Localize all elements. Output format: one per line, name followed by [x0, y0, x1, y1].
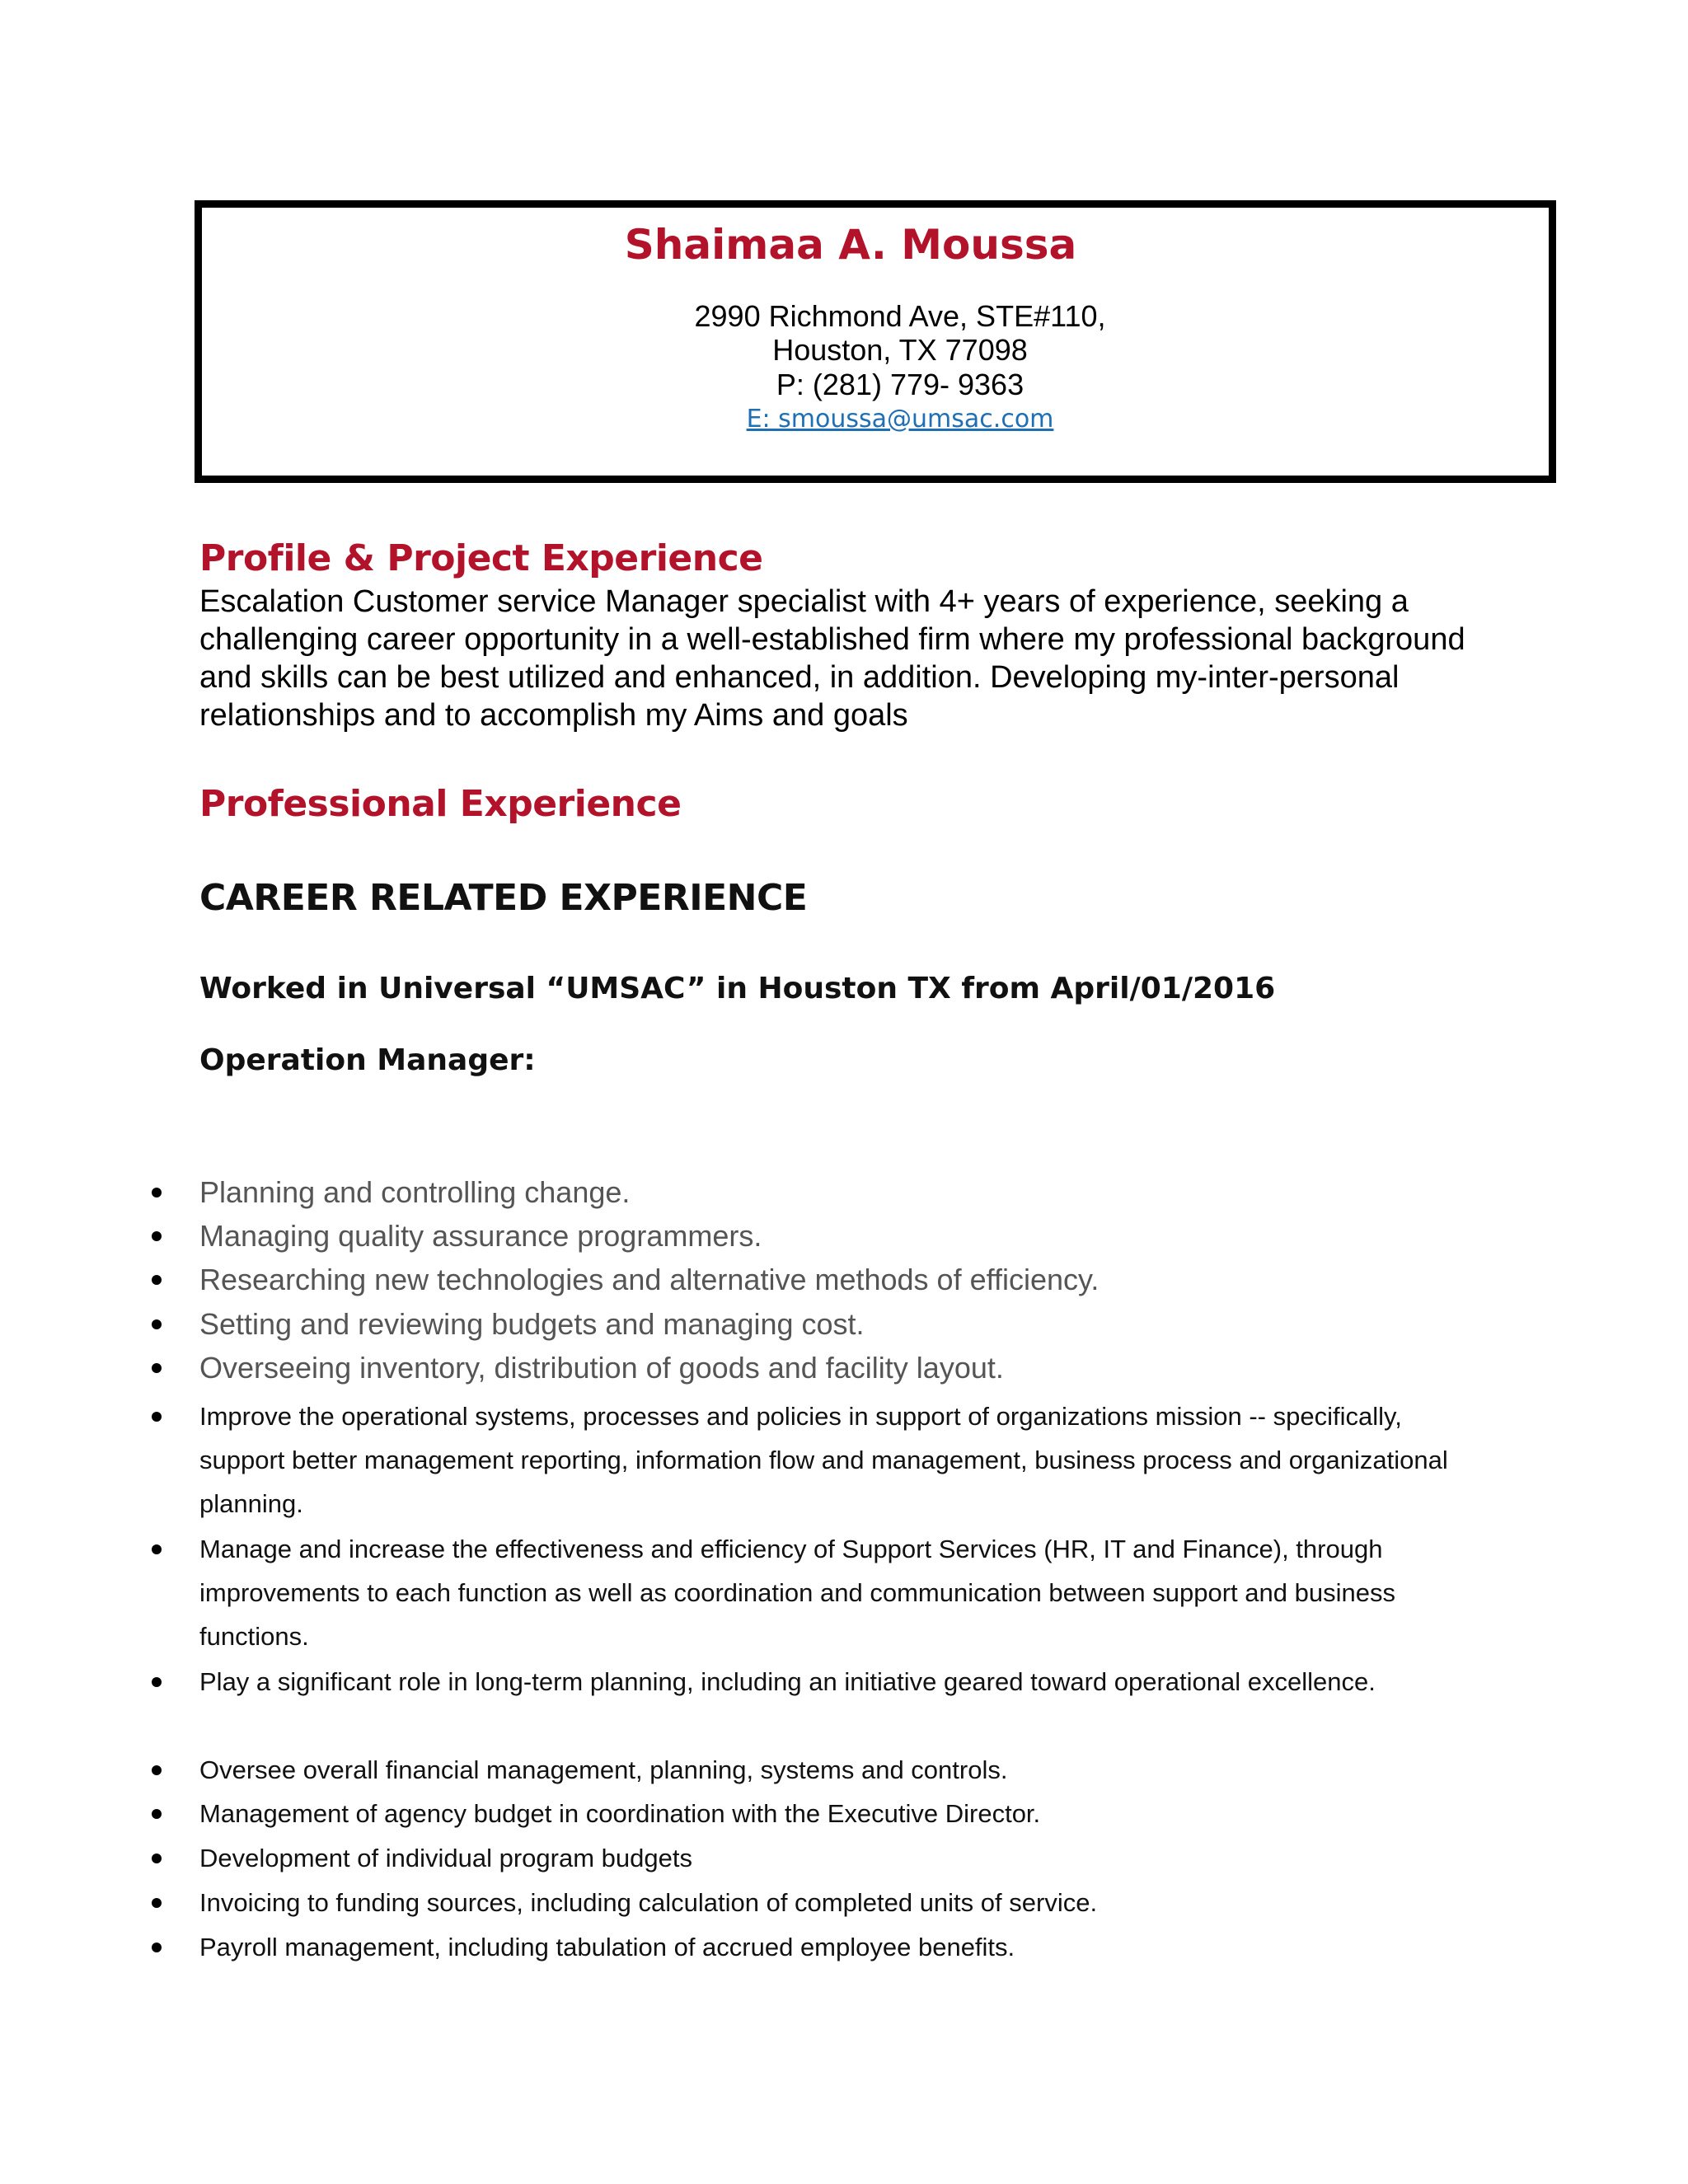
- address-line-2: Houston, TX 77098: [772, 333, 1028, 367]
- bullet-icon: [152, 1898, 162, 1908]
- bullet-icon: [152, 1943, 162, 1952]
- email-link[interactable]: E: smoussa@umsac.com: [746, 405, 1054, 434]
- bullet-icon: [152, 1677, 162, 1687]
- bullet-text: Overseeing inventory, distribution of goods and facility layout.: [199, 1351, 1004, 1385]
- bullet-text: Oversee overall financial management, planning, systems and controls.: [199, 1755, 1008, 1784]
- bullet-text: Invoicing to funding sources, including calculation of completed units of service.: [199, 1888, 1098, 1917]
- bullet-icon: [152, 1231, 162, 1241]
- candidate-name: Shaimaa A. Moussa: [624, 221, 1077, 269]
- bullet-icon: [152, 1188, 162, 1197]
- bullet-text: Play a significant role in long-term planning, including an initiative geared toward operational excellence.: [199, 1667, 1376, 1696]
- bullet-icon: [152, 1809, 162, 1819]
- bullet-icon: [152, 1544, 162, 1554]
- career-related-heading: CAREER RELATED EXPERIENCE: [199, 877, 808, 919]
- bullet-icon: [152, 1854, 162, 1863]
- bullet-text: Improve the operational systems, processes and policies in support of organizations mission -- specifically, support better management reporting, information flow and management, business process and organizational planning.: [199, 1402, 1448, 1518]
- bullet-icon: [152, 1412, 162, 1422]
- contact-header-box: [195, 200, 1556, 483]
- bullet-text: Researching new technologies and alternative methods of efficiency.: [199, 1263, 1100, 1296]
- address-line-1: 2990 Richmond Ave, STE#110,: [694, 299, 1106, 333]
- bullet-icon: [152, 1363, 162, 1373]
- role-title: Operation Manager:: [199, 1043, 536, 1077]
- bullet-text: Planning and controlling change.: [199, 1175, 631, 1209]
- bullet-icon: [152, 1765, 162, 1775]
- employer-line: Worked in Universal “UMSAC” in Houston TX from April/01/2016: [199, 972, 1276, 1005]
- bullet-icon: [152, 1275, 162, 1285]
- bullet-text: Manage and increase the effectiveness and efficiency of Support Services (HR, IT and Finance), through improvements to each function as well as coordination and communication between support and business functions.: [199, 1535, 1395, 1651]
- profile-summary: Escalation Customer service Manager specialist with 4+ years of experience, seeking a challenging career opportunity in a well-established firm where my professional background and skills can be best utilized and enhanced, in addition. Developing my-inter-personal relationships and to accomplish my Aims and goals: [199, 584, 1465, 733]
- bullet-text: Development of individual program budgets: [199, 1844, 692, 1872]
- bullet-text: Managing quality assurance programmers.: [199, 1219, 762, 1253]
- bullet-text: Management of agency budget in coordination with the Executive Director.: [199, 1799, 1041, 1828]
- bullet-text: Setting and reviewing budgets and managing cost.: [199, 1307, 865, 1341]
- bullet-icon: [152, 1319, 162, 1329]
- bullet-text: Payroll management, including tabulation of accrued employee benefits.: [199, 1933, 1015, 1961]
- phone-number: P: (281) 779- 9363: [776, 368, 1025, 401]
- professional-experience-heading: Professional Experience: [199, 783, 682, 825]
- profile-heading: Profile & Project Experience: [199, 537, 763, 579]
